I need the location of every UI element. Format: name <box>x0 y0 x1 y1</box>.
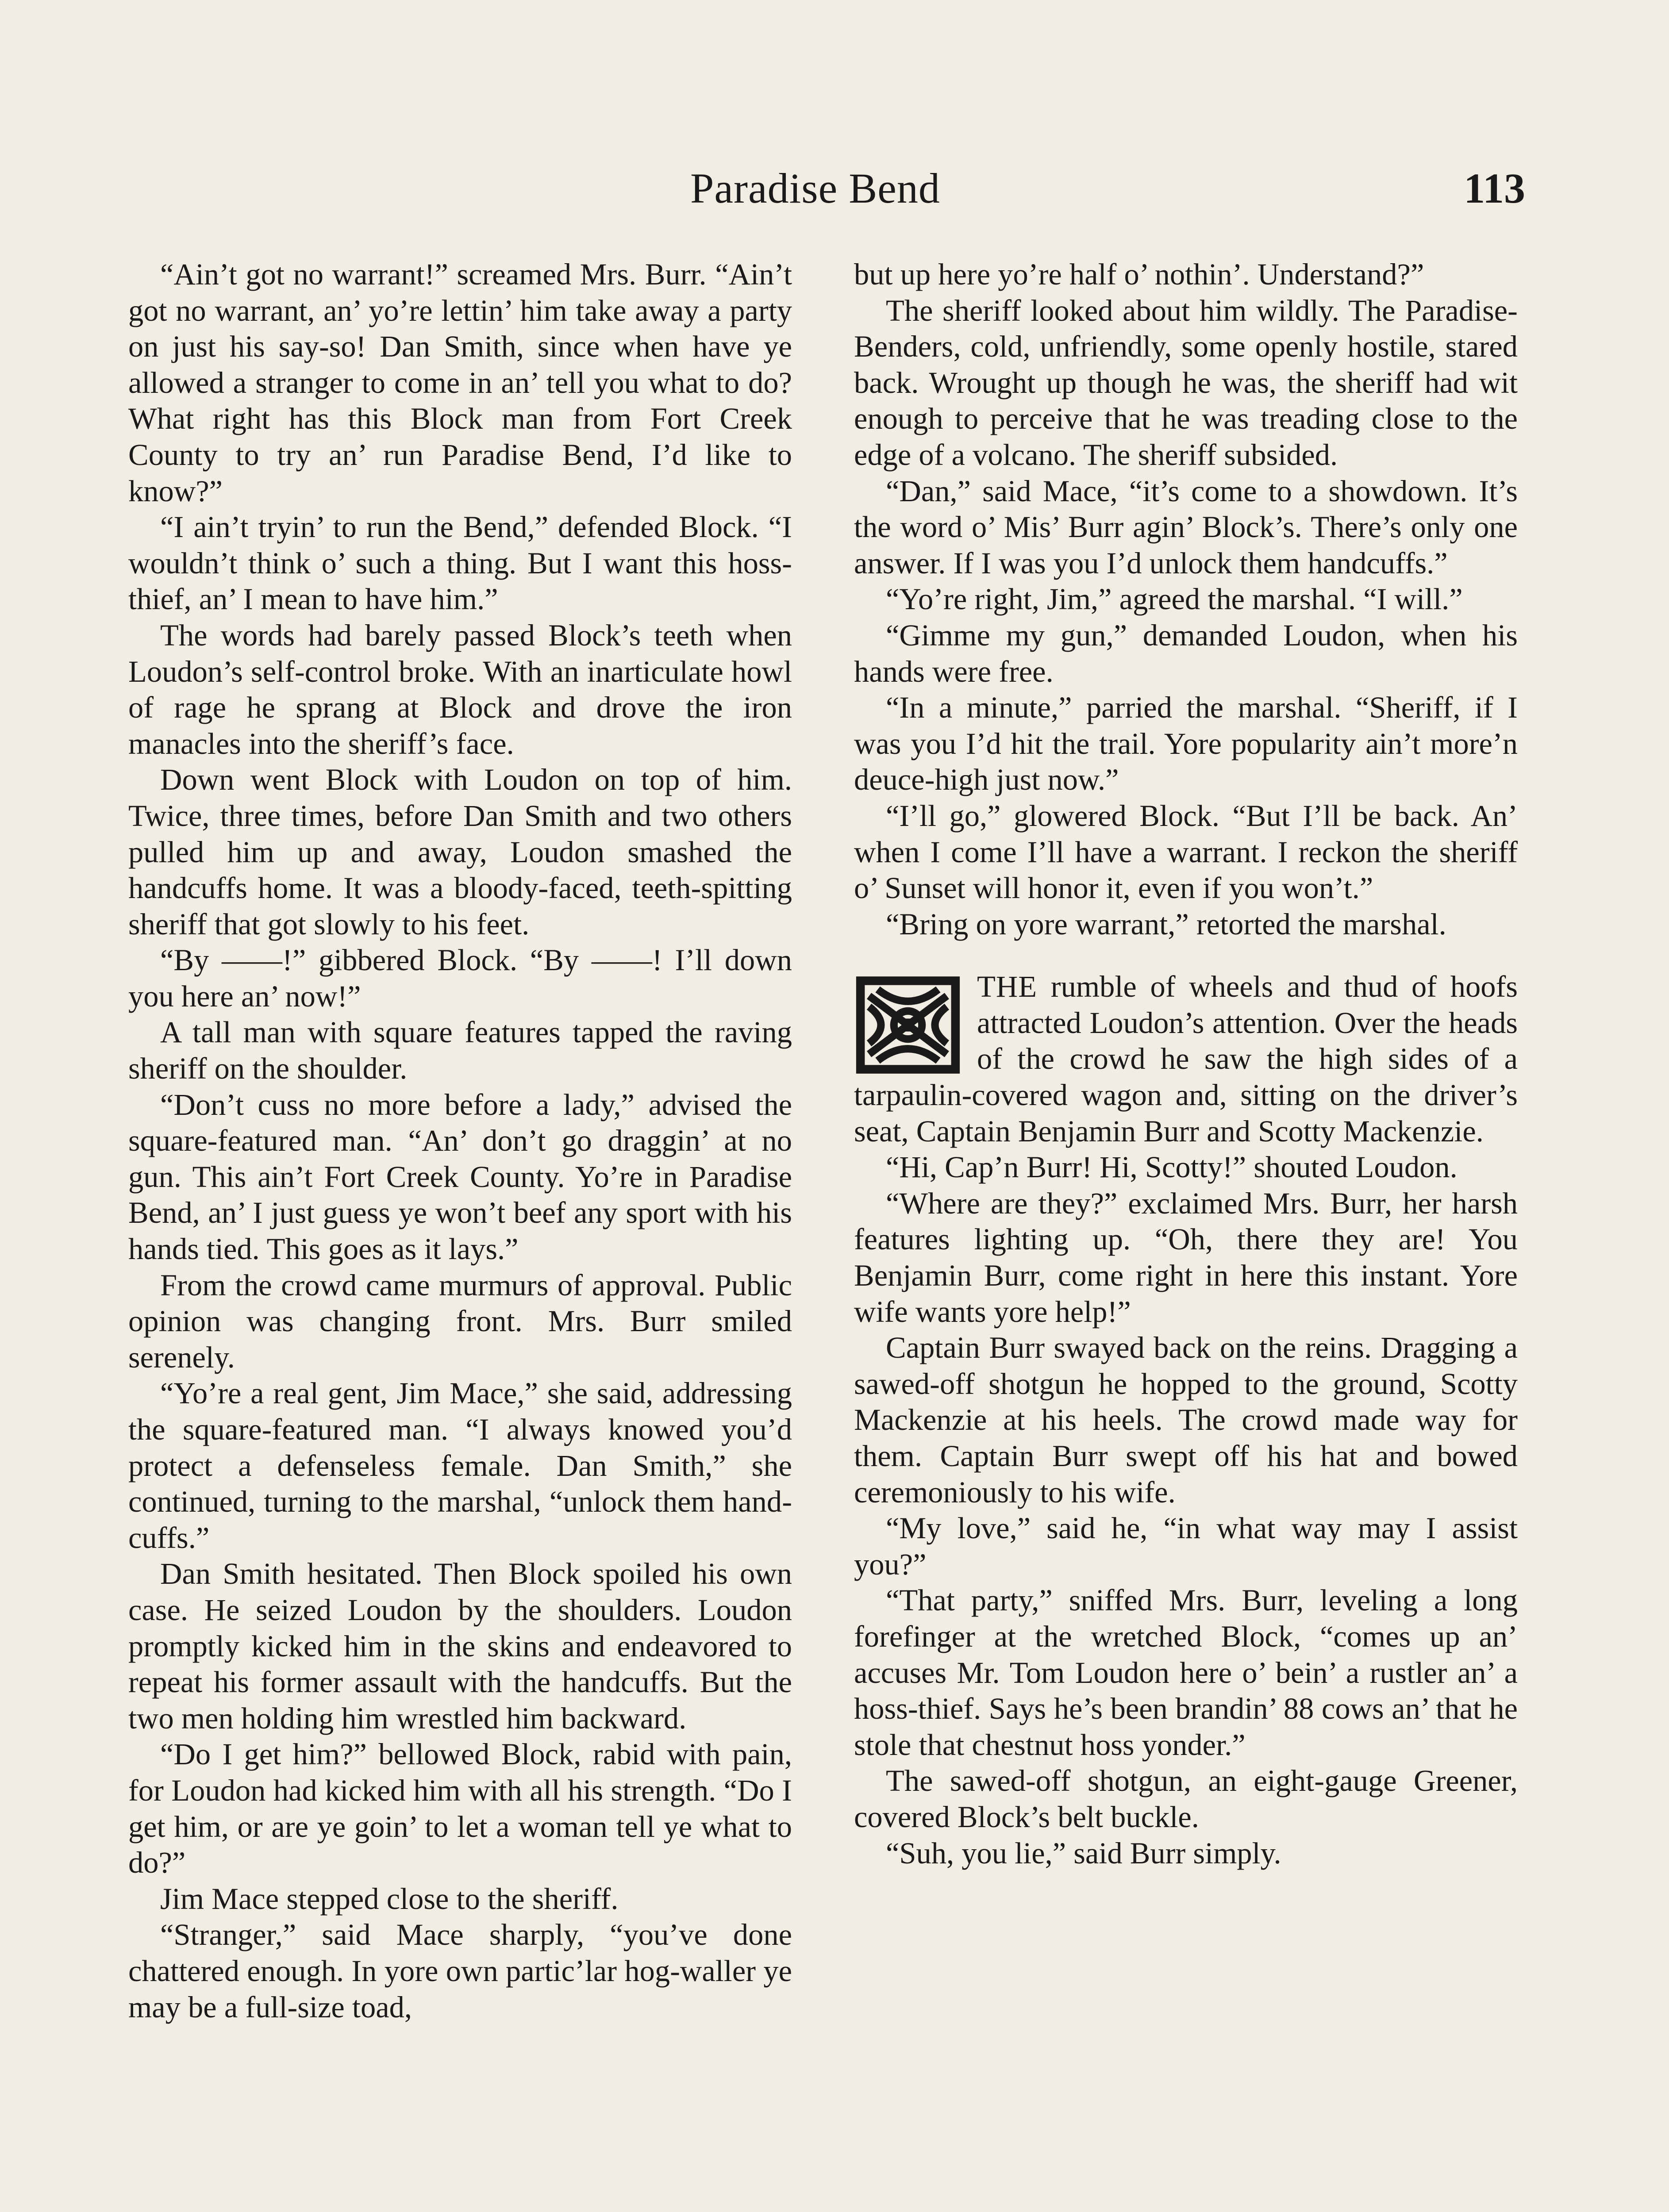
paragraph: “I’ll go,” glowered Block. “But I’ll be back. An’ when I come I’ll have a warrant. I reckon the sheriff o’ Sunset will honor it, even if you won’t.” <box>854 799 1518 905</box>
paragraph: “Hi, Cap’n Burr! Hi, Scotty!” shouted Loudon. <box>886 1150 1457 1184</box>
paragraph: Down went Block with Loudon on top of him. Twice, three times, before Dan Smith and two others pulled him up and away, Loudon smashed the handcuffs home. It was a bloody-faced, teeth-spitting sheriff that got slowly to his feet. <box>128 763 792 941</box>
paragraph: Jim Mace stepped close to the sheriff. <box>160 1882 619 1916</box>
paragraph: “Where are they?” exclaimed Mrs. Burr, her harsh features lighting up. “Oh, there they are! You Benjamin Burr, come right in here this instant. Yore wife wants yore help!” <box>854 1186 1518 1329</box>
paragraph: “Stranger,” said Mace sharply, “you’ve done chattered enough. In yore own partic’lar hog-waller ye may be a full-size toad, <box>128 1918 792 2024</box>
paragraph: “That party,” sniffed Mrs. Burr, leveling a long forefinger at the wretched Block, “comes up an’ accuses Mr. Tom Loudon here o’ bein’ a rustler an’ a hoss-thief. Says he’s been brandin’ 88 cows an’ that he stole that chestnut hoss yonder.” <box>854 1583 1518 1762</box>
paragraph: A tall man with square features tapped the raving sheriff on the shoulder. <box>128 1015 792 1086</box>
paragraph: From the crowd came murmurs of approval. Public opinion was changing front. Mrs. Burr smiled serenely. <box>128 1268 792 1374</box>
left-column <box>128 257 792 2025</box>
paragraph: “Ain’t got no warrant!” screamed Mrs. Burr. “Ain’t got no warrant, an’ yo’re lettin’ him take away a party on just his say-so! Dan Smith, since when have ye allowed a stranger to come in an’ tell you what to do? What right has this Block man from Fort Creek County to try an’ run Paradise Bend, I’d like to know?” <box>128 257 792 508</box>
paragraph: “My love,” said he, “in what way may I assist you?” <box>854 1511 1518 1581</box>
paragraph: “Bring on yore warrant,” retorted the marshal. <box>886 907 1446 941</box>
running-title: Paradise Bend <box>690 165 940 212</box>
paragraph: “By ——!” gibbered Block. “By ——! I’ll down you here an’ now!” <box>128 943 792 1013</box>
paragraph: The sawed-off shotgun, an eight-gauge Greener, covered Block’s belt buckle. <box>854 1764 1518 1834</box>
paragraph: “I ain’t tryin’ to run the Bend,” defended Block. “I wouldn’t think o’ such a thing. But I want this hoss-thief, an’ I mean to have him.” <box>128 510 792 616</box>
page-header <box>0 164 1669 230</box>
paragraph: “Suh, you lie,” said Burr simply. <box>886 1836 1281 1870</box>
paragraph: “Gimme my gun,” demanded Loudon, when his hands were free. <box>854 618 1518 688</box>
paragraph: but up here yo’re half o’ nothin’. Understand?” <box>854 257 1424 291</box>
paragraph: The sheriff looked about him wildly. The Paradise-Benders, cold, unfriendly, some openly hostile, stared back. Wrought up though he was, the sheriff had wit enough to perceive that he was treading close to the edge of a volcano. The sheriff subsided. <box>854 293 1518 472</box>
paragraph: Captain Burr swayed back on the reins. Dragging a sawed-off shotgun he hopped to the ground, Scotty Mackenzie at his heels. The crowd made way for them. Captain Burr swept off his hat and bowed ceremoniously to his wife. <box>854 1331 1518 1509</box>
paragraph: “Yo’re right, Jim,” agreed the marshal. “I will.” <box>886 582 1463 616</box>
paragraph: “Don’t cuss no more before a lady,” advised the square-featured man. “An’ don’t go draggin’ at no gun. This ain’t Fort Creek County. Yo’re in Paradise Bend, an’ I just guess ye won’t beef any sport with his hands tied. This goes as it lays.” <box>128 1087 792 1266</box>
paragraph: “Yo’re a real gent, Jim Mace,” she said, addressing the square-featured man. “I always knowed you’d protect a defenseless female. Dan Smith,” she continued, turning to the marshal, “unlock them handcuffs.” <box>128 1376 792 1555</box>
section-break <box>854 969 1518 1149</box>
paragraph: “Dan,” said Mace, “it’s come to a showdown. It’s the word o’ Mis’ Burr agin’ Block’s. There’s only one answer. If I was you I’d unlock them handcuffs.” <box>854 474 1518 580</box>
section-opening-text: rumble of wheels and thud of hoofs attracted Loudon’s attention. Over the heads of the crowd he saw the high sides of a tarpaulin-covered wagon and, sitting on the driver’s seat, Captain Benjamin Burr and Scotty Mackenzie. <box>854 970 1518 1148</box>
paragraph: “In a minute,” parried the marshal. “Sheriff, if I was you I’d hit the trail. Yore popularity ain’t more’n deuce-high just now.” <box>854 691 1518 797</box>
paragraph: The words had barely passed Block’s teeth when Loudon’s self-control broke. With an inarticulate howl of rage he sprang at Block and drove the iron manacles into the sheriff’s face. <box>128 618 792 760</box>
paragraph: “Do I get him?” bellowed Block, rabid with pain, for Loudon had kicked him with all his strength. “Do I get him, or are ye goin’ to let a woman tell ye what to do?” <box>128 1737 792 1880</box>
celtic-knot-ornament-icon <box>854 974 962 1076</box>
page-number: 113 <box>1464 165 1525 212</box>
right-column <box>854 257 1518 1871</box>
section-lead-word: THE <box>977 970 1038 1004</box>
paragraph: Dan Smith hesitated. Then Block spoiled his own case. He seized Loudon by the shoulders. Loudon promptly kicked him in the skins and endeavored to repeat his former assault with the handcuffs. But the two men holding him wrestled him backward. <box>128 1557 792 1735</box>
